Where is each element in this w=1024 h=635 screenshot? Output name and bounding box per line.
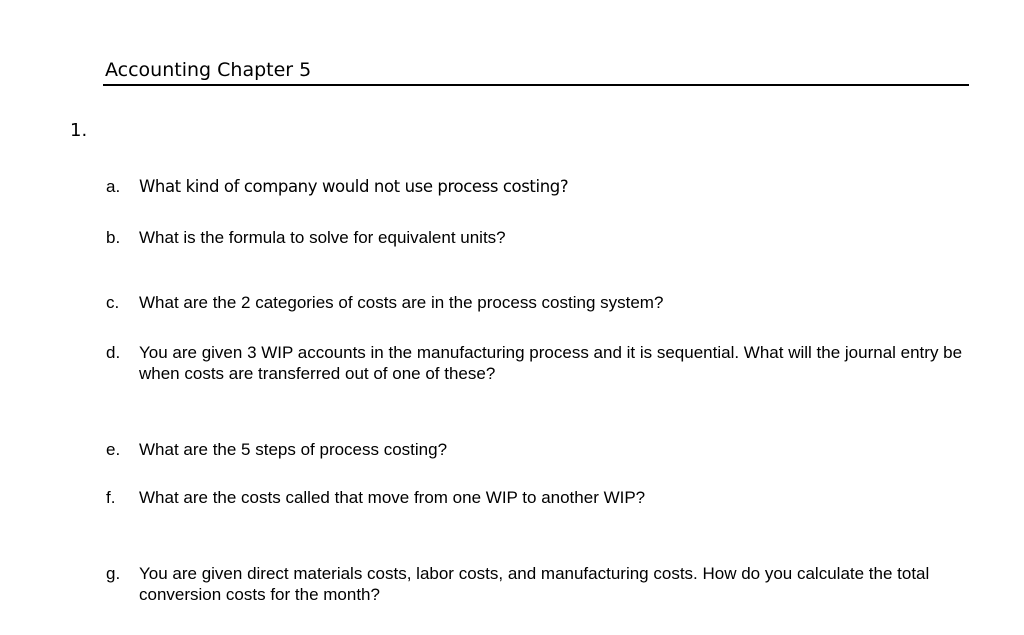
document-header (103, 56, 969, 86)
item-text: What are the 2 categories of costs are in the process costing system? (139, 293, 664, 312)
item-letter: a. (106, 177, 121, 196)
document-title: Accounting Chapter 5 (105, 59, 312, 81)
item-letter: d. (106, 343, 121, 362)
question-item-f (0, 487, 1024, 535)
question-item-g (0, 563, 1024, 611)
question-item-b (0, 227, 1024, 275)
question-item-e (0, 439, 1024, 487)
item-text: You are given 3 WIP accounts in the manufacturing process and it is sequential. What will the journal entry be when costs are transferred out of one of these? (139, 343, 963, 383)
question-item-a (0, 176, 1024, 224)
item-text: What kind of company would not use process costing? (139, 177, 569, 196)
item-text: You are given direct materials costs, labor costs, and manufacturing costs. How do you calculate the total conversion costs for the month? (139, 564, 930, 604)
item-letter: g. (106, 564, 121, 583)
item-letter: c. (106, 293, 120, 312)
question-number: 1. (70, 120, 88, 141)
item-text: What are the costs called that move from one WIP to another WIP? (139, 488, 646, 507)
item-text: What are the 5 steps of process costing? (139, 440, 448, 459)
item-letter: f. (106, 488, 116, 507)
item-letter: e. (106, 440, 121, 459)
item-letter: b. (106, 228, 121, 247)
question-item-c (0, 292, 1024, 340)
item-text: What is the formula to solve for equivalent units? (139, 228, 506, 247)
question-item-d (0, 342, 1024, 390)
